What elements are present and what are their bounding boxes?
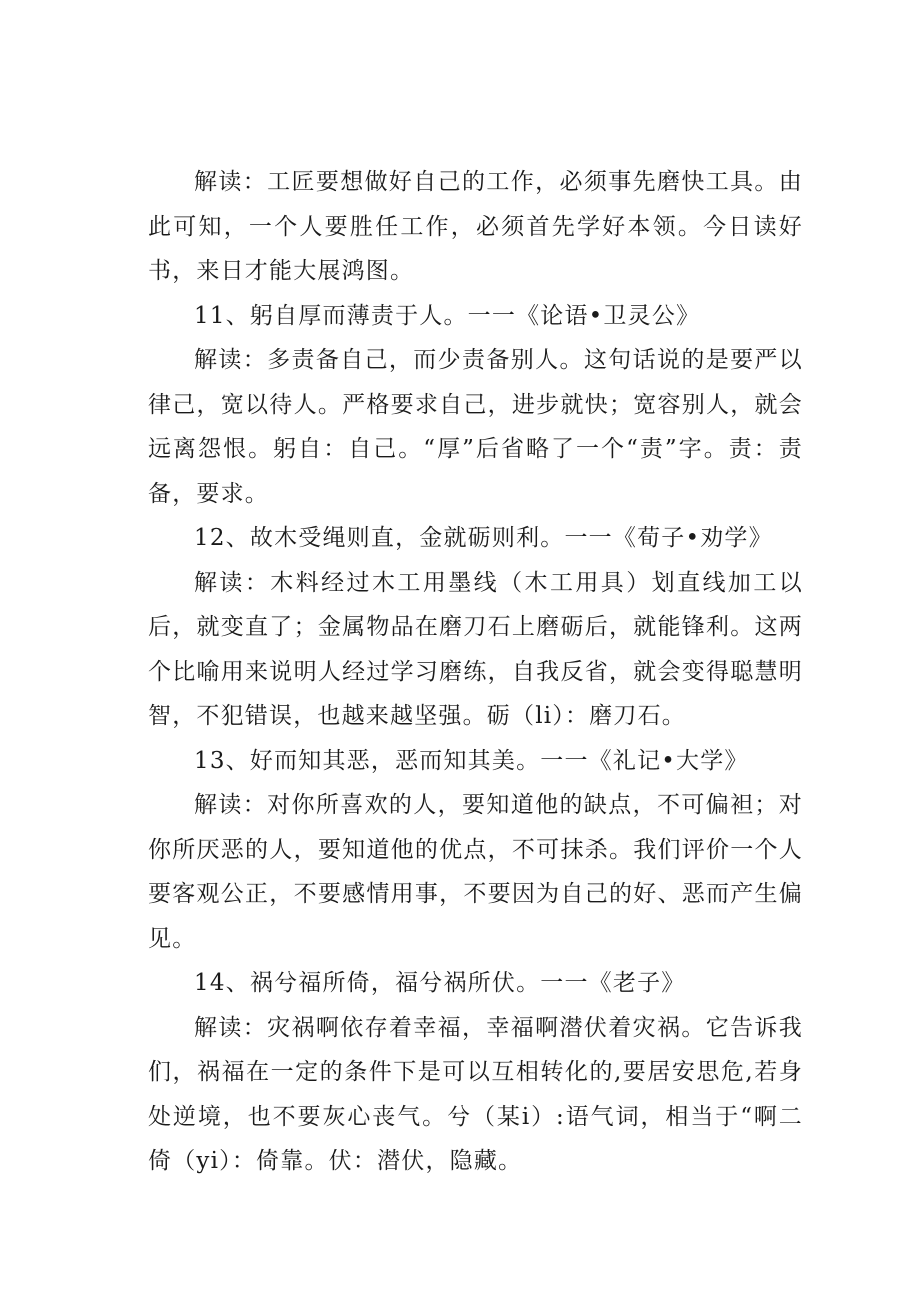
document-body <box>148 160 803 1184</box>
quote-14: 14、祸兮福所倚，福兮祸所伏。一一《老子》 <box>194 970 686 996</box>
paragraph-interpretation-10: 解读：工匠要想做好自己的工作，必须事先磨快工具。由此可知，一个人要胜任工作，必须首先学好本领。今日读好书，来日才能大展鸿图。 <box>148 169 803 284</box>
paragraph-interpretation-13: 解读：对你所喜欢的人，要知道他的缺点，不可偏袒；对你所厌恶的人，要知道他的优点，不可抹杀。我们评价一个人要客观公正，不要感情用事，不要因为自己的好、恶而产生偏见。 <box>148 792 803 952</box>
paragraph-interpretation-12: 解读：木料经过木工用墨线（木工用具）划直线加工以后，就变直了；金属物品在磨刀石上磨砺后，就能锋利。这两个比喻用来说明人经过学习磨练，自我反省，就会变得聪慧明智，不犯错误，也越来越坚强。砺（li）：磨刀石。 <box>148 569 803 729</box>
quote-13: 13、好而知其恶，恶而知其美。一一《礼记•大学》 <box>194 747 749 774</box>
paragraph-interpretation-11: 解读：多责备自己，而少责备别人。这句话说的是要严以律己，宽以待人。严格要求自己，进步就快；宽容别人，就会远离怨恨。躬自：自己。“厚”后省略了一个“责”字。责：责备，要求。 <box>148 347 803 507</box>
quote-12: 12、故木受绳则直，金就砺则利。一一《荀子•劝学》 <box>194 525 773 551</box>
quote-11: 11、躬自厚而薄责于人。一一《论语•卫灵公》 <box>194 302 701 329</box>
paragraph-interpretation-14: 解读：灾祸啊依存着幸福，幸福啊潜伏着灾祸。它告诉我们，祸福在一定的条件下是可以互相转化的,要居安思危,若身处逆境，也不要灰心丧气。兮（某i）:语气词，相当于“啊二倚（yi）：倚靠。伏：潜伏，隐藏。 <box>148 1014 803 1174</box>
